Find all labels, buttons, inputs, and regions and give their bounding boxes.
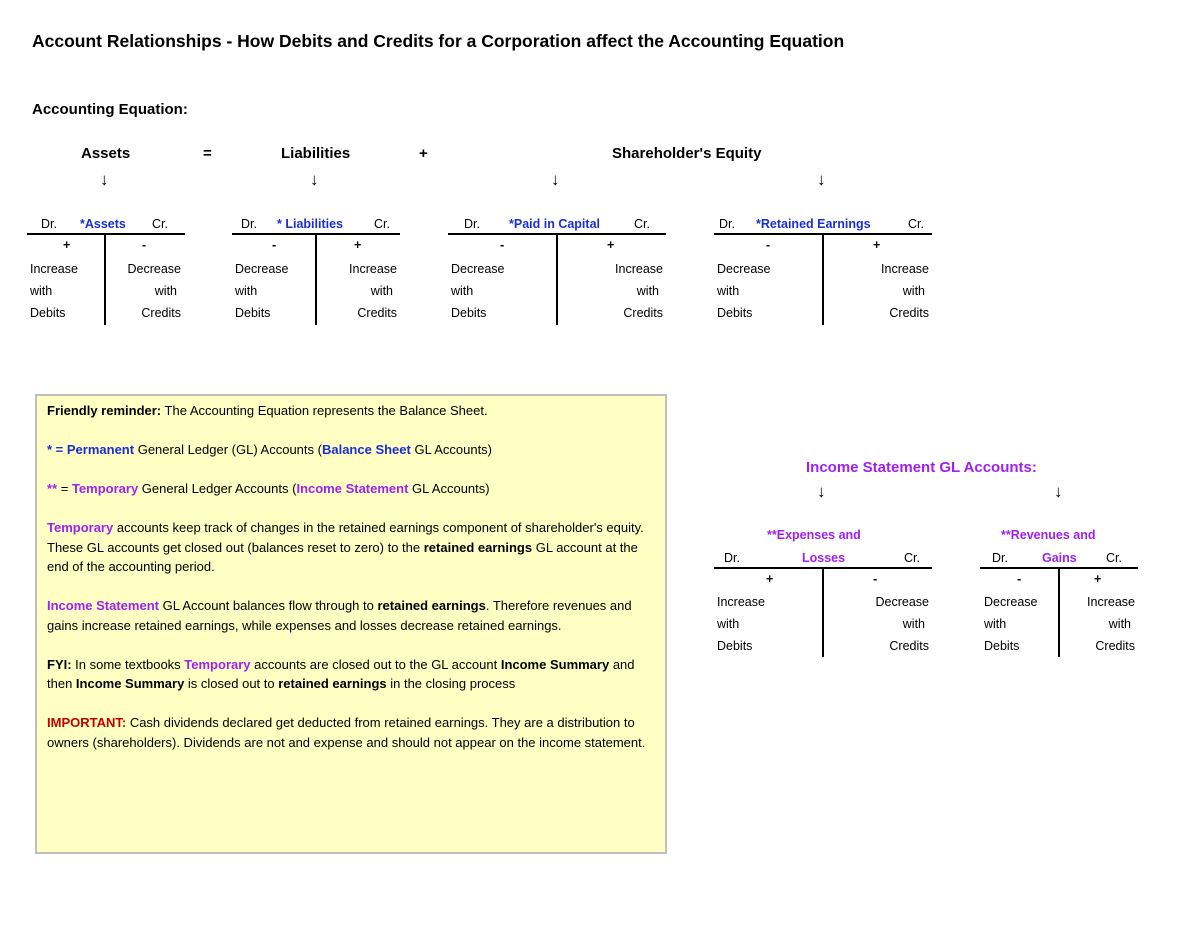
- t-divider: [104, 235, 106, 325]
- left-text: Debits: [451, 306, 487, 320]
- revenues-name-line1: **Revenues and: [1001, 528, 1096, 542]
- retained-earnings-label: retained earnings: [278, 676, 387, 691]
- account-name: *Assets: [80, 217, 126, 231]
- left-text: Debits: [984, 639, 1020, 653]
- right-text: with: [154, 284, 177, 298]
- plus-sign: +: [419, 145, 428, 162]
- down-arrow-icon: ↓: [100, 170, 109, 189]
- t-account-assets: [27, 216, 185, 326]
- temporary-label: Temporary: [47, 520, 114, 535]
- account-name: Losses: [802, 551, 846, 565]
- account-name: *Paid in Capital: [509, 217, 600, 231]
- reminder-text: is closed out to: [184, 676, 279, 691]
- reminder-text: GL account at the end of the accounting period.: [47, 539, 638, 574]
- income-statement-heading: Income Statement GL Accounts:: [806, 459, 1037, 476]
- right-sign: +: [873, 238, 881, 252]
- left-sign: -: [1017, 572, 1022, 586]
- right-text: Increase: [881, 262, 929, 276]
- reminder-text: GL Accounts): [410, 442, 493, 457]
- left-text: with: [235, 284, 258, 298]
- left-text: Increase: [717, 595, 765, 609]
- right-text: Increase: [349, 262, 397, 276]
- left-text: Decrease: [235, 262, 289, 276]
- left-text: Debits: [717, 306, 753, 320]
- down-arrow-icon: ↓: [817, 482, 826, 501]
- fyi-label: FYI:: [47, 656, 72, 672]
- left-text: Debits: [717, 639, 753, 653]
- right-text: Credits: [889, 639, 929, 653]
- left-sign: -: [272, 238, 277, 252]
- left-text: with: [451, 284, 474, 298]
- left-sign: -: [500, 238, 505, 252]
- t-account-revenues: [980, 550, 1138, 660]
- account-name: *Retained Earnings: [756, 217, 871, 231]
- reminder-text: . Therefore revenues and gains increase retained earnings, while expenses and losses decrease retained earnings.: [47, 598, 632, 633]
- reminder-heading: Friendly reminder:: [47, 403, 162, 418]
- t-account-header: [714, 550, 932, 569]
- important-label: IMPORTANT:: [47, 715, 127, 730]
- income-summary-label: Income Summary: [75, 676, 185, 691]
- reminder-text: The Accounting Equation represents the Balance Sheet.: [161, 403, 488, 418]
- t-divider: [315, 235, 317, 325]
- t-account-header: [232, 216, 400, 235]
- right-text: Credits: [357, 306, 397, 320]
- right-text: Increase: [1087, 595, 1135, 609]
- permanent-label: Permanent: [66, 442, 135, 457]
- debit-label: Dr.: [41, 217, 57, 231]
- right-text: Credits: [141, 306, 181, 320]
- down-arrow-icon: ↓: [1054, 482, 1063, 501]
- debit-label: Dr.: [992, 551, 1008, 565]
- right-text: Credits: [623, 306, 663, 320]
- left-sign: +: [766, 572, 774, 586]
- credit-label: Cr.: [152, 217, 168, 231]
- left-text: Debits: [30, 306, 66, 320]
- t-account-header: [448, 216, 666, 235]
- temporary-marker: **: [47, 481, 58, 496]
- left-text: Decrease: [984, 595, 1038, 609]
- right-text: Credits: [889, 306, 929, 320]
- balance-sheet-label: Balance Sheet: [321, 442, 411, 457]
- right-sign: -: [142, 238, 147, 252]
- right-sign: -: [873, 572, 878, 586]
- debit-label: Dr.: [241, 217, 257, 231]
- left-sign: -: [766, 238, 771, 252]
- income-summary-label: Income Summary: [500, 656, 610, 672]
- expenses-name-line1: **Expenses and: [767, 528, 861, 542]
- left-text: Decrease: [717, 262, 771, 276]
- credit-label: Cr.: [908, 217, 924, 231]
- left-text: with: [717, 617, 740, 631]
- t-account-header: [27, 216, 185, 235]
- t-account-header: [980, 550, 1138, 569]
- down-arrow-icon: ↓: [310, 170, 319, 189]
- temporary-label: Temporary: [184, 656, 251, 672]
- left-text: with: [984, 617, 1007, 631]
- equals-sign: =: [203, 145, 212, 162]
- t-account-retained-earnings: [714, 216, 932, 326]
- left-text: Decrease: [451, 262, 505, 276]
- debit-label: Dr.: [724, 551, 740, 565]
- reminder-text: GL Accounts): [408, 481, 490, 496]
- t-divider: [822, 569, 824, 657]
- right-text: with: [902, 617, 925, 631]
- down-arrow-icon: ↓: [817, 170, 826, 189]
- right-sign: +: [354, 238, 362, 252]
- retained-earnings-label: retained earnings: [423, 539, 533, 555]
- reminder-text: In some textbooks: [71, 656, 185, 672]
- right-text: with: [1108, 617, 1131, 631]
- left-text: Increase: [30, 262, 78, 276]
- reminder-text: GL Account balances flow through to: [158, 598, 378, 613]
- left-sign: +: [63, 238, 71, 252]
- friendly-reminder-note: [35, 394, 667, 854]
- credit-label: Cr.: [374, 217, 390, 231]
- left-text: Debits: [235, 306, 271, 320]
- right-text: Credits: [1095, 639, 1135, 653]
- equity-term: Shareholder's Equity: [612, 145, 762, 162]
- right-text: with: [636, 284, 659, 298]
- credit-label: Cr.: [1106, 551, 1122, 565]
- retained-earnings-label: retained earnings: [377, 598, 486, 613]
- left-text: with: [30, 284, 53, 298]
- liabilities-term: Liabilities: [281, 145, 351, 162]
- right-sign: +: [1094, 572, 1102, 586]
- t-divider: [822, 235, 824, 325]
- permanent-marker: * =: [47, 442, 64, 457]
- reminder-text: General Ledger Accounts (: [138, 481, 297, 496]
- debit-label: Dr.: [719, 217, 735, 231]
- reminder-text: accounts keep track of changes in the retained earnings component of shareholder's equity. These GL accounts get closed out (balances reset to zero) to the: [47, 520, 644, 555]
- right-text: Decrease: [875, 595, 929, 609]
- t-account-expenses: [714, 550, 932, 660]
- right-text: with: [370, 284, 393, 298]
- right-text: Increase: [615, 262, 663, 276]
- t-account-liabilities: [232, 216, 400, 326]
- reminder-text: and then: [47, 656, 635, 691]
- left-text: with: [717, 284, 740, 298]
- equation-label: Accounting Equation:: [32, 101, 188, 118]
- account-name: Gains: [1042, 551, 1077, 565]
- t-divider: [1058, 569, 1060, 657]
- right-sign: +: [607, 238, 615, 252]
- reminder-text: Cash dividends declared get deducted from retained earnings. They are a distribution to owners (shareholders). Dividends are not and expense and should not appear on the income statement.: [47, 715, 646, 750]
- debit-label: Dr.: [464, 217, 480, 231]
- t-account-paid-in-capital: [448, 216, 666, 326]
- credit-label: Cr.: [904, 551, 920, 565]
- right-text: with: [902, 284, 925, 298]
- t-account-header: [714, 216, 932, 235]
- reminder-text: =: [57, 481, 72, 496]
- reminder-text: in the closing process: [386, 676, 516, 691]
- page-title: Account Relationships - How Debits and Credits for a Corporation affect the Accounting Equation: [32, 31, 845, 51]
- assets-term: Assets: [81, 145, 131, 162]
- reminder-text: General Ledger (GL) Accounts (: [134, 442, 322, 457]
- income-statement-label: Income Statement: [296, 481, 409, 496]
- account-name: * Liabilities: [277, 217, 343, 231]
- right-text: Decrease: [127, 262, 181, 276]
- reminder-text: accounts are closed out to the GL account: [250, 656, 501, 672]
- down-arrow-icon: ↓: [551, 170, 560, 189]
- income-statement-label: Income Statement: [47, 598, 159, 613]
- credit-label: Cr.: [634, 217, 650, 231]
- t-divider: [556, 235, 558, 325]
- temporary-label: Temporary: [71, 481, 139, 496]
